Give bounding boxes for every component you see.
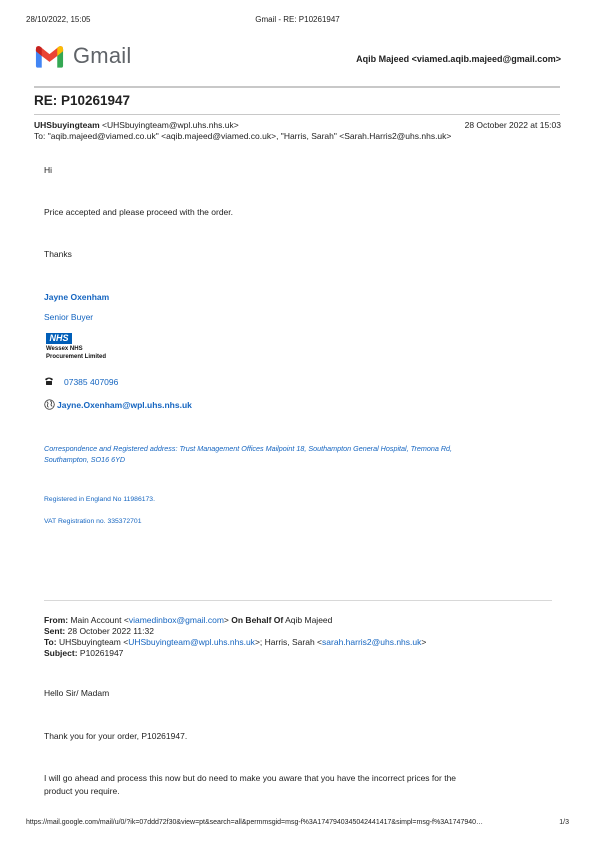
quoted-greeting: Hello Sir/ Madam xyxy=(44,688,110,698)
quoted-divider xyxy=(44,600,552,601)
quoted-from-email-link[interactable]: viamedinbox@gmail.com xyxy=(128,615,224,625)
sender-email: <UHSbuyingteam@wpl.uhs.nhs.uk> xyxy=(102,120,239,130)
print-title: Gmail - RE: P10261947 xyxy=(255,15,340,24)
vat-registration: VAT Registration no. 335372701 xyxy=(44,518,142,525)
quoted-to-email-link[interactable]: UHSbuyingteam@wpl.uhs.nhs.uk xyxy=(128,637,255,647)
company-registration: Registered in England No 11986173. xyxy=(44,496,155,503)
quoted-to-label: To: xyxy=(44,637,57,647)
quoted-from-name: Main Account < xyxy=(70,615,129,625)
quoted-subject-label: Subject: xyxy=(44,648,78,658)
quoted-to-mid: >; Harris, Sarah < xyxy=(254,637,323,647)
nhs-logo-line2: Procurement Limited xyxy=(46,354,107,360)
print-footer-url: https://mail.google.com/mail/u/0/?ik=07ddd72f30&view=pt&search=all&permmsgid=msg-f%3A1747940345042441417&simpl=msg-f%3A1747940… xyxy=(26,819,484,826)
quoted-to-email2-link[interactable]: sarah.harris2@uhs.nhs.uk xyxy=(322,637,422,647)
phone-icon xyxy=(44,376,54,386)
to-addresses: "aqib.majeed@viamed.co.uk" <aqib.majeed@viamed.co.uk>, "Harris, Sarah" <Sarah.Harris2@uhs.nhs.uk> xyxy=(47,131,452,141)
message-recipients xyxy=(34,131,451,141)
quoted-from-close: > xyxy=(223,615,229,625)
quoted-behalf-label: On Behalf Of xyxy=(231,615,284,625)
nhs-logo xyxy=(46,333,126,365)
quoted-subject xyxy=(44,648,123,658)
signature-phone[interactable]: 07385 407096 xyxy=(64,377,119,387)
message-date: 28 October 2022 at 15:03 xyxy=(464,120,561,130)
globe-icon xyxy=(44,399,55,410)
quoted-to-name: UHSbuyingteam < xyxy=(58,637,129,647)
nhs-logo-line1: Wessex NHS xyxy=(46,346,83,352)
print-footer-page: 1/3 xyxy=(559,819,569,826)
body-closing: Thanks xyxy=(44,249,72,259)
quoted-process-line2: product you require. xyxy=(44,786,120,796)
sender-name: UHSbuyingteam xyxy=(34,120,100,130)
signature-role: Senior Buyer xyxy=(44,312,94,322)
correspondence-line1: Trust Management Offices Mailpoint 18, Southampton General Hospital, Tremona Rd, xyxy=(179,444,453,453)
quoted-sent-label: Sent: xyxy=(44,626,66,636)
quoted-from xyxy=(44,615,332,625)
correspondence-label: Correspondence and Registered address: xyxy=(44,444,178,453)
correspondence-line2: Southampton, SO16 6YD xyxy=(44,455,126,464)
print-datetime: 28/10/2022, 15:05 xyxy=(26,15,91,24)
subject-divider xyxy=(34,114,560,115)
gmail-logo-icon xyxy=(34,44,65,68)
quoted-to-close: > xyxy=(421,637,427,647)
quoted-process-line1: I will go ahead and process this now but do need to make you aware that you have the incorrect prices for the xyxy=(44,773,457,783)
body-price-accepted: Price accepted and please proceed with the order. xyxy=(44,207,234,217)
header-divider xyxy=(34,86,560,88)
signature-name: Jayne Oxenham xyxy=(44,292,110,302)
quoted-sent xyxy=(44,626,154,636)
account-identity: Aqib Majeed <viamed.aqib.majeed@gmail.com> xyxy=(356,54,561,64)
quoted-subject-text: P10261947 xyxy=(79,648,124,658)
signature-email-link[interactable]: Jayne.Oxenham@wpl.uhs.nhs.uk xyxy=(57,400,192,410)
quoted-to xyxy=(44,637,426,647)
quoted-from-label: From: xyxy=(44,615,69,625)
quoted-sent-date: 28 October 2022 11:32 xyxy=(67,626,154,636)
nhs-logo-text: NHS xyxy=(49,333,69,343)
quoted-thanks-order: Thank you for your order, P10261947. xyxy=(44,731,188,741)
thread-subject: RE: P10261947 xyxy=(34,93,131,108)
gmail-wordmark: Gmail xyxy=(73,43,132,68)
body-greeting: Hi xyxy=(44,165,53,175)
correspondence-address xyxy=(44,443,564,465)
quoted-behalf-name: Aqib Majeed xyxy=(285,615,333,625)
message-sender xyxy=(34,120,239,130)
to-label: To: xyxy=(34,131,46,141)
